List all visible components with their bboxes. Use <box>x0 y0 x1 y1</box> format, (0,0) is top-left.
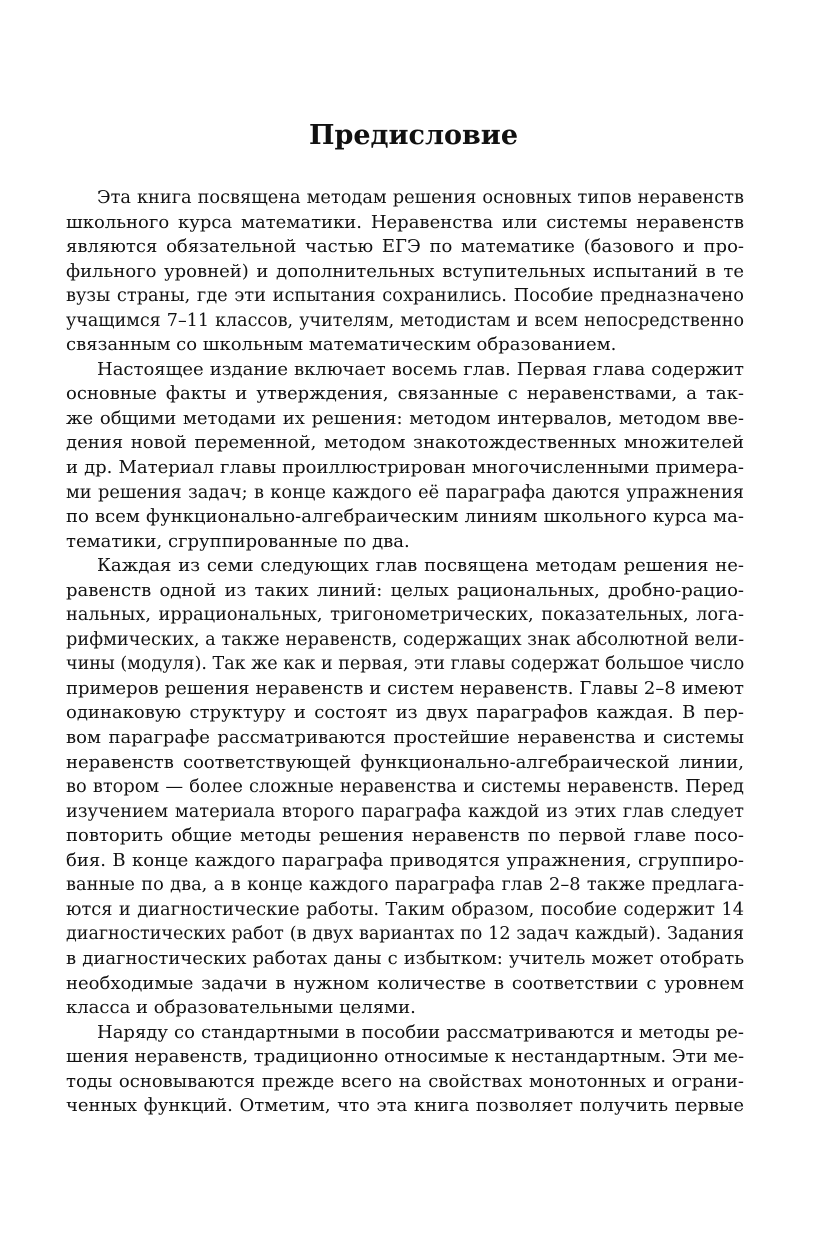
text-line: Эта книга посвящена методам решения основных типов неравенств <box>97 188 744 208</box>
text-line: рифмических, а также неравенств, содержащих знак абсолютной вели- <box>66 629 744 650</box>
text-line: изучением материала второго параграфа каждой из этих глав следует <box>66 801 744 822</box>
text-line: тоды основываются прежде всего на свойствах монотонных и ограни- <box>66 1070 744 1092</box>
text-line: неравенств соответствующей функционально-алгебраической линии, <box>66 751 744 773</box>
text-line: нальных, иррациональных, тригонометрических, показательных, лога- <box>66 605 744 626</box>
text-line: по всем функционально-алгебраическим линиям школьного курса ма- <box>66 506 744 528</box>
text-line: Настоящее издание включает восемь глав. Первая глава содержит <box>97 358 744 380</box>
text-line: ченных функций. Отметим, что эта книга позволяет получить первые <box>66 1095 744 1117</box>
text-line: равенств одной из таких линий: целых рациональных, дробно-рацио- <box>66 579 744 601</box>
text-line: одинаковую структуру и состоят из двух параграфов каждая. В пер- <box>66 702 744 724</box>
text-line: примеров решения неравенств и систем неравенств. Главы 2–8 имеют <box>66 677 744 699</box>
text-line: вузы страны, где эти испытания сохранились. Пособие предназначено <box>66 286 744 307</box>
preface-text <box>66 186 744 1119</box>
text-line: класса и образовательными целями. <box>66 997 416 1019</box>
text-line: диагностических работ (в двух вариантах по 12 задач каждый). Задания <box>66 924 744 945</box>
text-line: и др. Материал главы проиллюстрирован многочисленными примера- <box>66 457 744 479</box>
page-title: Предисловие <box>308 120 519 151</box>
text-line: во втором — более сложные неравенства и системы неравенств. Перед <box>66 777 744 798</box>
text-line: повторить общие методы решения неравенств по первой главе посо- <box>66 825 744 847</box>
text-line: необходимые задачи в нужном количестве в соответствии с уровнем <box>66 972 744 994</box>
text-line: основные факты и утверждения, связанные с неравенствами, а так- <box>66 383 744 405</box>
text-line: фильного уровней) и дополнительных вступительных испытаний в те <box>66 260 744 282</box>
text-line: связанным со школьным математическим образованием. <box>66 334 617 356</box>
text-line: тематики, сгруппированные по два. <box>66 530 410 552</box>
text-line: шения неравенств, традиционно относимые к нестандартным. Эти ме- <box>66 1046 744 1068</box>
text-line: дения новой переменной, методом знакотождественных множителей <box>66 432 744 454</box>
text-line: ются и диагностические работы. Таким образом, пособие содержит 14 <box>66 899 744 920</box>
text-line: ми решения задач; в конце каждого её параграфа даются упражнения <box>66 482 744 503</box>
text-line: в диагностических работах даны с избытком: учитель может отобрать <box>66 947 744 969</box>
text-line: Наряду со стандартными в пособии рассматриваются и методы ре- <box>97 1021 744 1043</box>
text-line: бия. В конце каждого параграфа приводятся упражнения, сгруппиро- <box>66 849 744 871</box>
text-line: чины (модуля). Так же как и первая, эти главы содержат большое число <box>66 654 744 675</box>
text-line: вом параграфе рассматриваются простейшие неравенства и системы <box>66 727 744 749</box>
text-line: школьного курса математики. Неравенства или системы неравенств <box>66 211 744 233</box>
text-line: Каждая из семи следующих глав посвящена методам решения не- <box>97 555 744 577</box>
text-line: ванные по два, а в конце каждого параграфа глав 2–8 также предлага- <box>66 875 744 896</box>
text-line: являются обязательной частью ЕГЭ по математике (базового и про- <box>66 236 744 258</box>
text-line: учащимся 7–11 классов, учителям, методистам и всем непосредственно <box>66 310 744 331</box>
text-line: же общими методами их решения: методом интервалов, методом вве- <box>66 407 744 429</box>
